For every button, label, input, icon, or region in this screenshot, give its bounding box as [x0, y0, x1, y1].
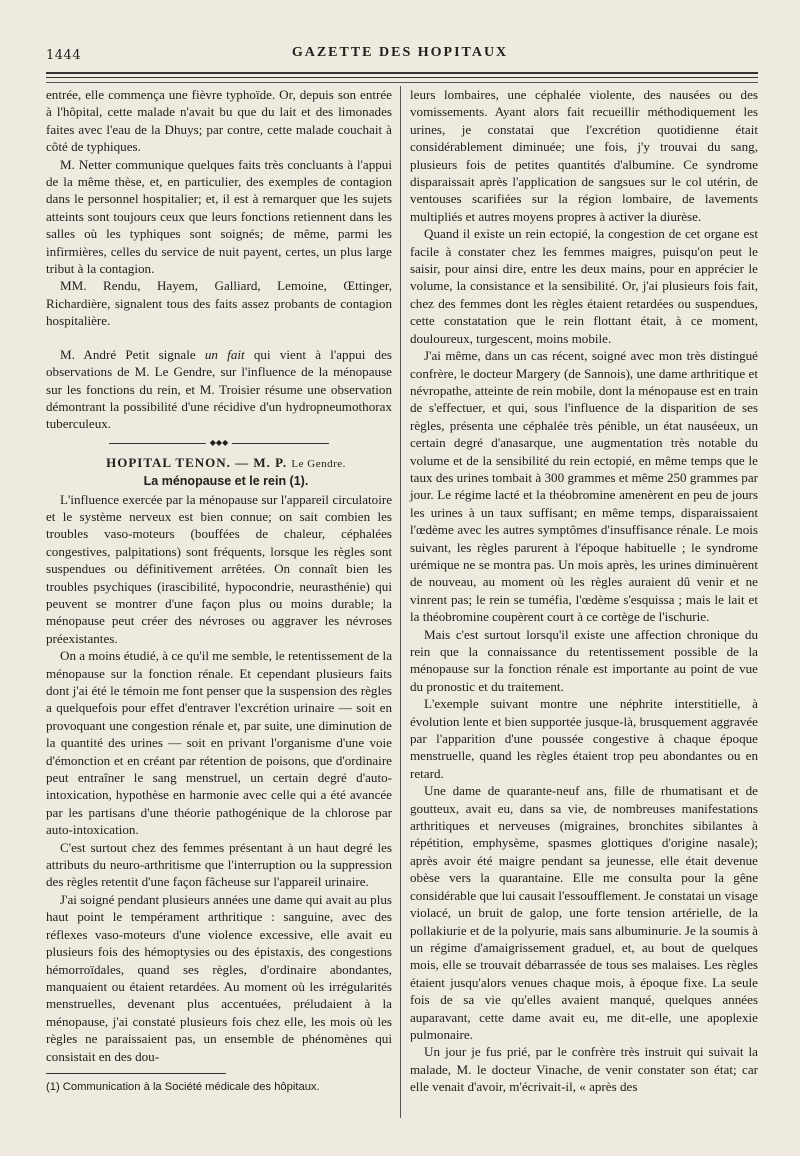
left-column: [46, 86, 392, 1094]
paragraph: Quand il existe un rein ectopié, la congestion de cet organe est facile à constater chez les femmes maigres, puisqu'on peut le saisir, pour ainsi dire, entre les deux mains, pour en apprécier le volume, la consistance et la sensibilité. Or, j'ai plusieurs fois fait, chez des femmes dont les règles étaient retardées ou suspendues, cette constatation que le rein flottant était, à ce moment, douloureux, turgescent, moins mobile.: [410, 226, 758, 346]
paragraph: L'influence exercée par la ménopause sur l'appareil circulatoire et le système nerveux est bien connue; on sait combien les troubles vaso-moteurs (bouffées de chaleur, céphalées congestives, palpitations) sont fréquents, lorsque les règles sont suspendues ou définitivement arrêtées. On connaît bien les troubles psychiques (irascibilité, hypocondrie, neurasthénie) qui peuvent se montrer d'une façon plus ou moins durable; la ménopause peut créer des névroses ou aggraver les névroses préexistantes.: [46, 491, 392, 646]
running-head: GAZETTE DES HOPITAUX: [291, 45, 509, 60]
paragraph: M. Netter communique quelques faits très concluants à l'appui de la même thèse, et, en particulier, des exemples de contagion dans le personnel hospitalier; et, il est à remarquer que les sujets atteints sont toujours ceux que leurs fonctions retiennent dans les salles où les typhiques sont soignés; de même, parmi les infirmières, celles du service de nuit payent, certes, un plus large tribut à la contagion.: [46, 156, 392, 277]
paragraph: M. André Petit signale un fait qui vient à l'appui des observations de M. Le Gendre, sur l'influence de la ménopause sur les fonctions du rein, et M. Troisier résume une observation démontrant la possibilité d'une récidive d'un hydropneumothorax tuberculeux.: [46, 346, 392, 432]
paragraph: J'ai soigné pendant plusieurs années une dame qui avait au plus haut point le tempérament arthritique : sanguine, avec des réflexes vaso-moteurs d'une violence excessive, elle avait eu plusieurs fois des hémoptysies ou des épistaxis, des congestions hémorroïdales, quand ses règles, d'ordinaire abondantes, manquaient ou étaient retardées. Au moment où les irrégularités menstruelles, devenant plus accentuées, préludaient à la ménopause, j'ai constaté plusieurs fois chez elle, les mois où les règles ne paraissaient pas, un ensemble de phénomènes qui consistait en des dou-: [46, 891, 392, 1064]
paragraph: entrée, elle commença une fièvre typhoïde. Or, depuis son entrée à l'hôpital, cette malade n'avait bu que du lait et des limonades faites avec l'eau de la Dhuys; par contre, cette malade couchait à côté de typhiques.: [46, 87, 392, 155]
article-title: La ménopause et le rein (1).: [143, 474, 309, 489]
paragraph: Un jour je fus prié, par le confrère très instruit qui suivait la malade, M. le docteur Vinache, de venir constater son état; car elle venait d'avoir, m'écrivait-il, « après des: [410, 1044, 758, 1095]
footnote: (1) Communication à la Société médicale des hôpitaux.: [46, 1080, 320, 1093]
paragraph: leurs lombaires, une céphalée violente, des nausées ou des vomissements. Ayant alors fait recueillir méthodiquement les urines, je constatai que l'excrétion quotidienne était considérablement diminuée; une fois, j'y trouvai du sang, plusieurs fois de petites quantités d'albumine. Ce syndrome disparaissait après l'application de sangsues sur le col utérin, de ventouses scarifiées sur la région lombaire, de lavements multipliés et autres moyens propres à activer la diurèse.: [410, 87, 758, 224]
footnote-rule: [46, 1073, 226, 1074]
ornament-icon: ◆◆◆: [206, 439, 232, 447]
column-divider: [400, 86, 401, 1118]
emphasis: un fait: [204, 346, 245, 362]
paragraph: MM. Rendu, Hayem, Galliard, Lemoine, Œttinger, Richardière, signalent tous des faits assez probants de contagion hospitalière.: [46, 278, 392, 329]
section-heading: HOPITAL TENON. — M. P. Le Gendre.: [106, 454, 346, 470]
header-rule: [46, 82, 758, 83]
paragraph: Une dame de quarante-neuf ans, fille de rhumatisant et de goutteux, avait eu, dans sa vie, de nombreuses manifestations arthritiques et nerveuses (migraines, bronchites sibilantes à répétition, emphysème, spasmes glottiques d'origine nasale); après avoir été maigre pendant sa jeunesse, elle était devenue obèse vers la quarantaine. Elle me consulta pour la gêne considérable que lui causait l'essoufflement. Je constatai un visage violacé, un bruit de galop, une forte tension artérielle, de la pollakiurie et de la polyurie, mais sans albuminurie. Je la soumis à un régime d'amaigrissement graduel, et, au bout de quelques mois, elle se trouvait débarrassée de tous ses malaises. Les règles étaient jusqu'alors venues chaque mois, à époque fixe. La seule fois de sa vie qu'elles avaient manqué, quelques années auparavant, cette dame avait eu, me dit-elle, une apoplexie pulmonaire.: [410, 783, 758, 1042]
right-column: [410, 86, 758, 1096]
header-rule: [46, 77, 758, 78]
paragraph: Mais c'est surtout lorsqu'il existe une affection chronique du rein que la connaissance du retentissement possible de la ménopause sur la fonction rénale est importante au point de vue du pronostic et du traitement.: [410, 626, 758, 694]
paragraph: J'ai même, dans un cas récent, soigné avec mon très distingué confrère, le docteur Margery (de Sannois), une dame arthritique et névropathe, atteinte de rein mobile, dont la ménopause est en train de s'effectuer, et qui, sous l'influence de la disparition de ses règles, présenta une céphalée très pénible, un état nauséeux, un certain degré d'anasarque, une augmentation très notable du volume et de la sensibilité du rein ectopié, en même temps que le taux des urines tombait à 300 grammes et même 250 grammes par jour. Le régime lacté et la théobromine amenèrent en peu de jours les urines à un taux suffisant; en même temps, disparaissaient l'œdème avec les autres symptômes d'insuffisance rénale. Le mois suivant, les règles parurent à l'époque habituelle ; le syndrome urémique ne se montra pas. Un mois après, les urines diminuèrent de nouveau, au moment où les règles auraient dû venir et ne vinrent pas; le rein se tuméfia, l'œdème s'esquissa ; mais le lait et la théobromine coupèrent court à ce cortège de l'ischurie.: [410, 348, 758, 625]
paragraph: L'exemple suivant montre une néphrite interstitielle, à évolution lente et bien supportée jusque-là, brusquement aggravée par l'apparition d'une poussée congestive à chaque époque menstruelle, quand les règles étaient trop peu abondantes ou en retard.: [410, 696, 758, 781]
paragraph: On a moins étudié, à ce qu'il me semble, le retentissement de la ménopause sur la fonction rénale. Et cependant plusieurs faits dont j'ai été le témoin me font penser que la suspension des règles a quelquefois pour effet d'entraver l'excrétion urinaire — soit en provoquant une congestion rénale et, par suite, une diminution de la quantité des urines — soit en privant l'organisme d'une voie d'émonction et en créant par rétention de poisons, que d'ordinaire peut entraîner le sang menstruel, un certain degré d'auto-intoxication, hypothèse en harmonie avec celle qui a été avancée par les partisans d'une théorie pathogénique de la chlorose par auto-intoxication.: [46, 648, 392, 838]
page-number: 1444: [46, 48, 82, 63]
header-rule: [46, 72, 758, 74]
paragraph: C'est surtout chez des femmes présentant à un haut degré les attributs du neuro-arthritisme que l'interruption ou la suppression des règles retentit d'une façon fâcheuse sur l'appareil urinaire.: [46, 839, 392, 890]
section-separator: [109, 437, 329, 447]
